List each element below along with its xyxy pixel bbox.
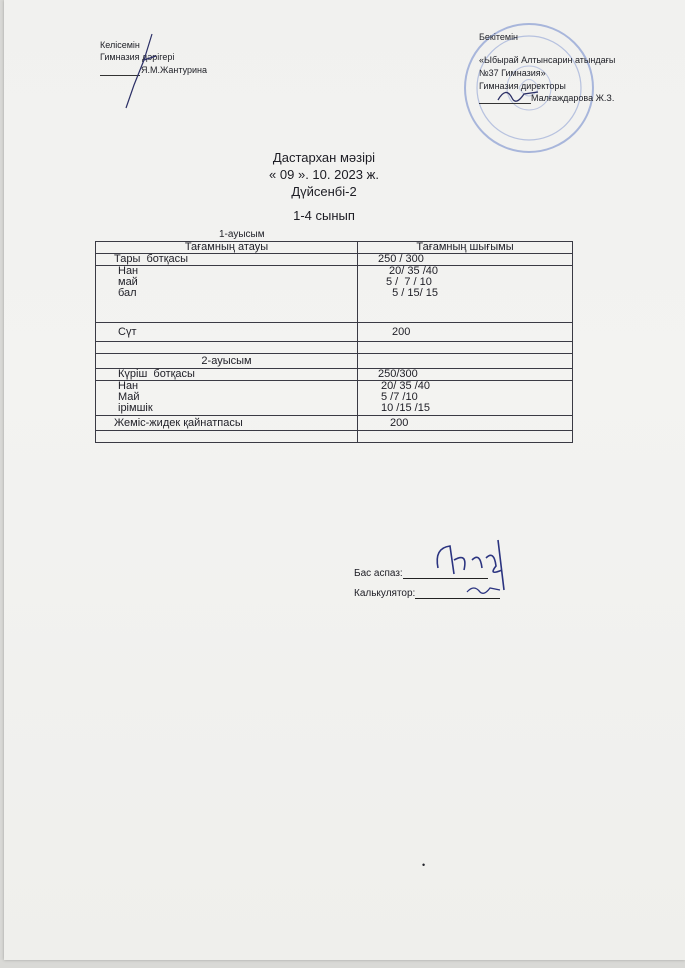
table-row	[96, 416, 573, 431]
table-row	[96, 266, 573, 323]
header-dish-name: Тағамның атауы	[96, 242, 358, 254]
shift2-empty-cell	[358, 354, 573, 369]
dish-cell: Күріш ботқасы	[96, 369, 358, 381]
table-row	[96, 381, 573, 416]
yield-cell: 20/ 35 /40 5 /7 /10 10 /15 /15	[358, 381, 573, 416]
yield-cell	[358, 431, 573, 443]
table-header-row	[96, 242, 573, 254]
shift2-row	[96, 354, 573, 369]
yield-cell	[358, 342, 573, 354]
document-page	[4, 0, 685, 960]
table-row	[96, 431, 573, 443]
agreed-label: Келісемін	[100, 40, 140, 50]
menu-table	[95, 241, 573, 443]
yield-cell: 250 / 300	[358, 254, 573, 266]
yield-cell: 200	[358, 416, 573, 431]
table-row	[96, 342, 573, 354]
table-row	[96, 323, 573, 342]
dish-cell: Нан май бал	[96, 266, 358, 323]
calculator-label: Калькулятор:	[354, 588, 416, 599]
chef-label: Бас аспаз:	[354, 568, 403, 579]
approved-role: Гимназия директоры	[479, 81, 566, 91]
approved-signature-mark	[494, 80, 544, 110]
agreed-signature-mark	[114, 30, 164, 110]
menu-title: Дастархан мәзірі	[272, 150, 376, 165]
approved-name: Малғаждарова Ж.З.	[531, 93, 615, 103]
agreed-name: Я.М.Жантурина	[141, 65, 208, 75]
yield-cell: 20/ 35 /40 5 / 7 / 10 5 / 15/ 15	[358, 266, 573, 323]
dish-cell: Сүт	[96, 323, 358, 342]
table-row	[96, 369, 573, 381]
dish-cell	[96, 431, 358, 443]
yield-cell: 250/300	[358, 369, 573, 381]
menu-date: « 09 ». 10. 2023 ж.	[269, 167, 379, 182]
menu-grade: 1-4 сынып	[293, 208, 355, 223]
dish-cell: Жеміс-жидек қайнатпасы	[96, 416, 358, 431]
approved-line2: №37 Гимназия»	[479, 68, 546, 78]
approved-label: Бекітемін	[479, 32, 519, 42]
yield-cell: 200	[358, 323, 573, 342]
agreed-role: Гимназия дәрігері	[100, 52, 175, 62]
dish-cell: Тары ботқасы	[96, 254, 358, 266]
shift1-label: 1-ауысым	[219, 229, 265, 240]
menu-day: Дүйсенбі-2	[291, 184, 357, 199]
header-dish-yield: Тағамның шығымы	[358, 242, 573, 254]
dish-cell	[96, 342, 358, 354]
page-mark: •	[422, 860, 426, 870]
approved-line1: «Ыбырай Алтынсарин атындағы	[479, 55, 616, 65]
dish-cell: Нан Май ірімшік	[96, 381, 358, 416]
calculator-handwritten-signature	[464, 582, 504, 598]
table-row	[96, 254, 573, 266]
shift2-label: 2-ауысым	[96, 354, 358, 369]
